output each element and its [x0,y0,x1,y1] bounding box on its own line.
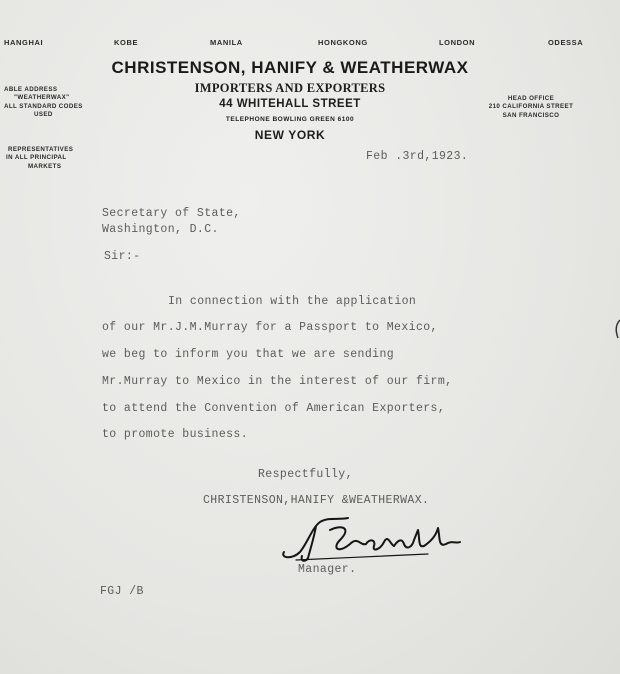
head-office-block [476,95,586,120]
closing: Respectfully, [258,468,353,481]
company-street: 44 WHITEHALL STREET [219,98,361,110]
branch-cities [0,38,620,52]
city-london: LONDON [439,38,476,47]
body-line: of our Mr.J.M.Murray for a Passport to Mexico, [102,321,438,334]
city-hongkong: HONGKONG [318,38,368,47]
company-telephone: TELEPHONE BOWLING GREEN 6100 [225,116,355,123]
representatives-line: MARKETS [28,162,62,170]
recipient-line: Secretary of State, [102,207,241,220]
city-kobe: KOBE [114,38,139,47]
cable-line: ABLE ADDRESS [4,86,58,93]
cable-line: ALL STANDARD CODES [4,102,83,110]
representatives-line: IN ALL PRINCIPAL [6,154,67,162]
cable-line: USED [34,111,53,119]
handwritten-signature [278,514,468,566]
head-office-line: SAN FRANCISCO [502,111,560,119]
city-manila: MANILA [210,38,243,47]
paper-edge-mark [614,318,620,340]
signer-title: Manager. [298,563,357,576]
city-odessa: ODESSA [548,38,584,47]
company-city: NEW YORK [254,128,326,142]
head-office-line: 210 CALIFORNIA STREET [488,103,574,111]
company-signoff: CHRISTENSON,HANIFY &WEATHERWAX. [203,494,430,507]
body-line: In connection with the application [168,295,417,308]
salutation: Sir:- [104,250,141,263]
city-shanghai: HANGHAI [4,38,44,47]
body-line: to promote business. [102,428,249,441]
representatives-block [4,146,73,171]
body-line: to attend the Convention of American Exporters, [102,402,446,415]
body-line: we beg to inform you that we are sending [102,348,395,361]
recipient-line: Washington, D.C. [102,223,219,236]
cable-address-block [4,86,83,120]
company-subtitle: IMPORTERS AND EXPORTERS [194,81,386,95]
representatives-line: REPRESENTATIVES [8,146,74,153]
cable-line: "WEATHERWAX" [14,94,70,102]
company-name: CHRISTENSON, HANIFY & WEATHERWAX [111,58,469,77]
body-line: Mr.Murray to Mexico in the interest of our firm, [102,375,453,388]
head-office-line: HEAD OFFICE [507,95,555,102]
reference-initials: FGJ /B [100,585,144,598]
letter-date: Feb .3rd,1923. [366,150,469,163]
